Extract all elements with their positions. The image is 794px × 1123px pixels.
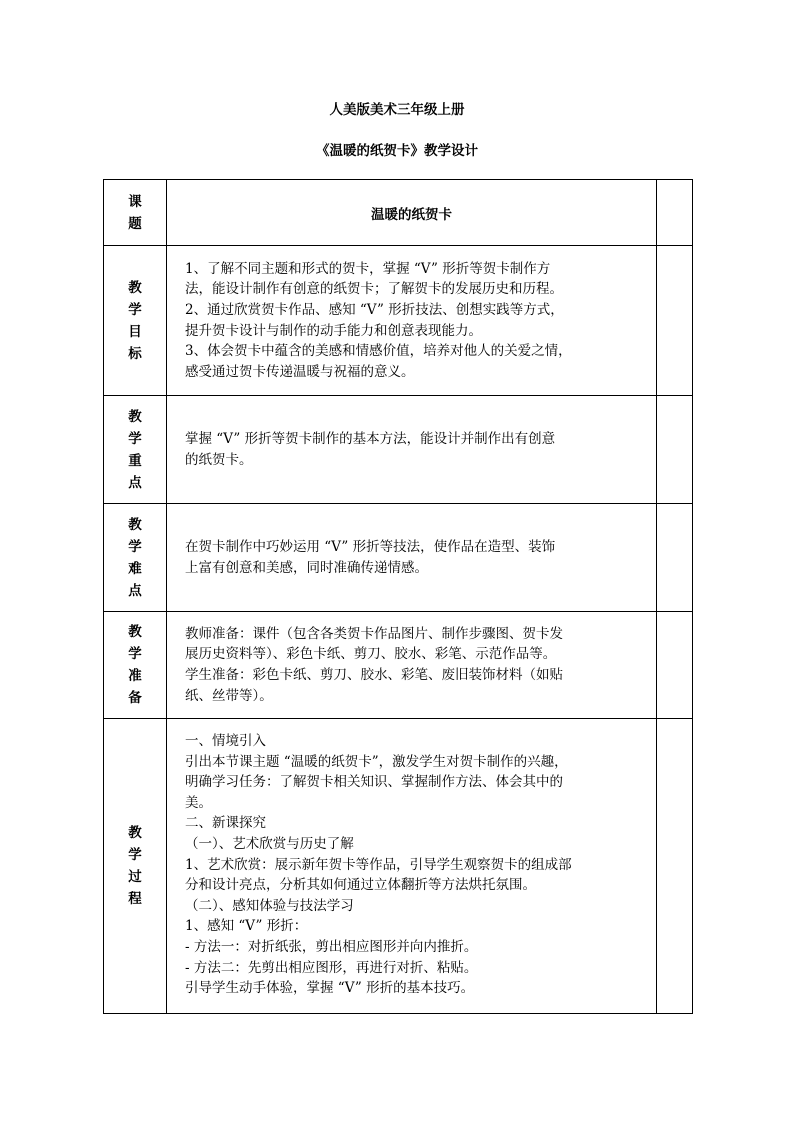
text-line: （二）、感知体验与技法学习	[185, 897, 354, 914]
text-line: 引导学生动手体验，掌握 “V” 形折的基本技巧。	[185, 980, 475, 997]
text-line: 在贺卡制作中巧妙运用 “V” 形折等技法，使作品在造型、装饰	[185, 538, 556, 555]
label-char: 点	[128, 474, 142, 491]
blank-cell	[657, 180, 693, 246]
difficulty-label	[104, 504, 167, 612]
goals-row	[104, 246, 693, 396]
key-points-row	[104, 396, 693, 504]
text-line: 美。	[185, 794, 212, 811]
text-line: - 方法一：对折纸张，剪出相应图形并向内推折。	[185, 938, 478, 955]
label-char: 目	[128, 323, 142, 340]
process-label	[104, 719, 167, 1014]
blank-cell	[657, 719, 693, 1014]
text-line: 提升贺卡设计与制作的动手能力和创意表现能力。	[185, 322, 482, 339]
label-char: 备	[128, 690, 142, 706]
label-char: 准	[128, 668, 142, 684]
text-line: 感受通过贺卡传递温暖与祝福的意义。	[185, 363, 415, 380]
topic-label	[104, 180, 167, 246]
goals-label	[104, 246, 167, 396]
text-line: 1、艺术欣赏：展示新年贺卡等作品，引导学生观察贺卡的组成部	[185, 856, 572, 873]
label-char: 标	[128, 345, 142, 362]
text-line: 1、了解不同主题和形式的贺卡，掌握 “V” 形折等贺卡制作方	[185, 260, 551, 277]
label-char: 课	[128, 193, 142, 210]
blank-cell	[657, 504, 693, 612]
text-line: 纸、丝带等）。	[185, 687, 273, 704]
label-char: 学	[128, 646, 142, 662]
key-points-label	[104, 396, 167, 504]
text-line: 上富有创意和美感，同时准确传递情感。	[185, 559, 428, 576]
text-line: 明确学习任务：了解贺卡相关知识、掌握制作方法、体会其中的	[185, 774, 563, 791]
text-line: - 方法二：先剪出相应图形，再进行对折、粘贴。	[185, 959, 478, 976]
preparation-label	[104, 612, 167, 719]
difficulty-content	[167, 504, 657, 612]
text-line: 展历史资料等）、彩色卡纸、剪刀、胶水、彩笔、示范作品等。	[185, 646, 557, 663]
label-char: 程	[128, 891, 142, 907]
label-char: 重	[128, 452, 142, 469]
difficulty-row	[104, 504, 693, 612]
text-line: 掌握 “V” 形折等贺卡制作的基本方法，能设计并制作出有创意	[185, 430, 556, 447]
label-char: 教	[128, 825, 142, 841]
process-row	[104, 719, 693, 1014]
text-line: 教师准备：课件（包含各类贺卡作品图片、制作步骤图、贺卡发	[185, 625, 563, 642]
text-line: 一、情境引入	[185, 733, 266, 749]
topic-row	[104, 180, 693, 246]
label-char: 题	[128, 215, 142, 232]
text-line: 学生准备：彩色卡纸、剪刀、胶水、彩笔、废旧装饰材料（如贴	[185, 667, 563, 683]
preparation-row	[104, 612, 693, 719]
label-char: 教	[128, 408, 142, 425]
label-char: 难	[128, 560, 142, 577]
document-subtitle: 《温暖的纸贺卡》教学设计	[316, 143, 478, 159]
label-char: 学	[128, 847, 142, 863]
text-line: 法，能设计制作有创意的纸贺卡；了解贺卡的发展历史和历程。	[185, 281, 563, 298]
label-char: 点	[128, 582, 142, 599]
label-char: 过	[128, 869, 142, 885]
blank-cell	[657, 612, 693, 719]
label-char: 学	[128, 301, 142, 318]
text-line: 引出本节课主题 “温暖的纸贺卡”，激发学生对贺卡制作的兴趣，	[185, 753, 568, 770]
text-line: 2、通过欣赏贺卡作品、感知 “V” 形折技法、创想实践等方式，	[185, 301, 564, 318]
process-content	[167, 719, 657, 1014]
key-points-content	[167, 396, 657, 504]
text-line: （一）、艺术欣赏与历史了解	[185, 835, 354, 852]
label-char: 教	[128, 516, 142, 533]
text-line: 1、感知 “V” 形折：	[185, 918, 308, 935]
text-line: 3、体会贺卡中蕴含的美感和情感价值，培养对他人的关爱之情，	[185, 343, 572, 360]
label-char: 教	[128, 279, 142, 296]
text-line: 分和设计亮点，分析其如何通过立体翻折等方法烘托氛围。	[185, 877, 536, 894]
lesson-plan-table	[103, 179, 693, 1014]
label-char: 学	[128, 538, 142, 555]
label-char: 学	[128, 430, 142, 447]
blank-cell	[657, 246, 693, 396]
goals-content	[167, 246, 657, 396]
label-char: 教	[128, 624, 142, 640]
preparation-content	[167, 612, 657, 719]
document-title: 人美版美术三年级上册	[329, 102, 465, 118]
blank-cell	[657, 396, 693, 504]
text-line: 二、新课探究	[185, 815, 266, 832]
topic-value: 温暖的纸贺卡	[167, 180, 657, 246]
text-line: 的纸贺卡。	[185, 451, 253, 468]
